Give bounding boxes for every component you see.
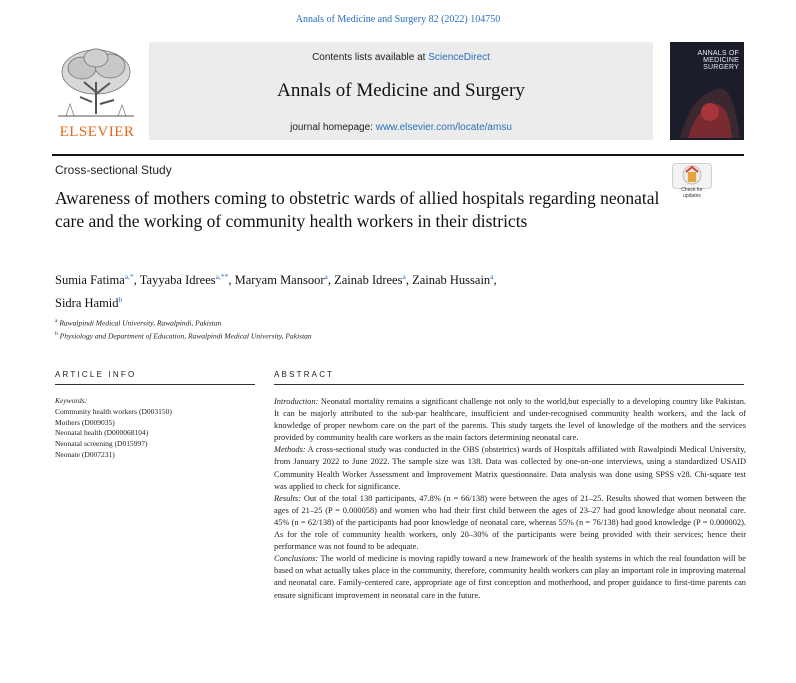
keywords-list — [55, 396, 265, 461]
header-divider — [52, 154, 744, 156]
check-for-updates-icon — [672, 163, 712, 189]
affiliations — [55, 316, 555, 341]
author-affiliation-marker[interactable]: a,* — [124, 272, 134, 281]
author[interactable]: Sidra Hamid$^b$ — [55, 295, 123, 311]
sciencedirect-link[interactable]: ScienceDirect — [428, 52, 490, 63]
keyword-item: Neonatal health (D000068104) — [55, 428, 149, 438]
keywords-label: Keywords: — [55, 396, 88, 405]
contents-available-line — [149, 52, 653, 63]
homepage-prefix: journal homepage: — [290, 122, 376, 133]
keyword-item: Community health workers (D003150) — [55, 406, 172, 416]
abstract-divider — [274, 384, 744, 385]
abstract-section-introduction: Introduction: Neonatal mortality remains a significant challenge not only to the world,but especially to a developing country like Pakistan. It can be majorly attributed to the sub-par healthcare, insufficient and under-recognised community health workers, and the lack of knowledge of proper newborn care on the part of the parents. This study targets the level of knowledge of the mothers and the services provided by community health care workers as the main factors determining neonatal care. — [274, 397, 746, 443]
affiliation-item: $^a$ Rawalpindi Medical University, Rawalpindi, Pakistan — [55, 318, 222, 328]
author-affiliation-marker[interactable]: a — [490, 272, 494, 281]
author-affiliation-marker[interactable]: a — [324, 272, 328, 281]
affiliation-item: $^b$ Physiology and Department of Education, Rawalpindi Medical University, Pakistan — [55, 330, 312, 340]
abstract-heading: ABSTRACT — [274, 370, 335, 379]
author[interactable]: Maryam Mansoor$^a$, — [234, 272, 335, 288]
author-affiliation-marker[interactable]: a,** — [215, 272, 229, 281]
cover-title: ANNALS OF MEDICINE SURGERY — [697, 50, 739, 71]
abstract-body — [274, 396, 746, 602]
check-for-updates-label: Check for updates — [681, 187, 703, 199]
journal-cover-thumbnail[interactable] — [670, 42, 744, 140]
author[interactable]: Tayyaba Idrees$^{a,**}$, — [139, 272, 235, 288]
paper-title: Awareness of mothers coming to obstetric wards of allied hospitals regarding neonatal care and the working of community health workers in their districts — [55, 188, 660, 231]
abstract-section-results: Results: Out of the total 138 participants, 47.8% (n = 66/138) were between the ages of 21–25. Results showed that women between the ages of 21–25 (P = 0.000058) and women who had their first child between the ages of 23–27 had good knowledge about neonatal care. 45% (n = 62/138) of the participants had poor knowledge of neonatal care, whereas 55% (n = 76/138) had good knowledge (P = 0.000002). As for the role of community health workers, only 20–30% of the participants were being provided with their services; hence their performance was not found to be adequate. — [274, 493, 746, 552]
article-type: Cross-sectional Study — [55, 163, 172, 177]
keyword-item: Neonate (D007231) — [55, 449, 115, 459]
abstract-section-methods: Methods: A cross-sectional study was conducted in the OBS (obstetrics) wards of Hospitals affiliated with Rawalpindi Medical University, from January 2022 to June 2022. The sample size was 138. Data was collected by one-on-one interviews, using a standardized USAID Community Health Worker Assessment and Improvement Matrix questionnaire. Data analysis was done using SPSS v28. Chi-square test was applied to check for significance. — [274, 445, 746, 491]
author[interactable]: Zainab Hussain$^a$, — [412, 272, 497, 288]
homepage-link[interactable]: www.elsevier.com/locate/amsu — [375, 122, 512, 133]
journal-title: Annals of Medicine and Surgery — [277, 80, 525, 101]
article-info-divider — [55, 384, 255, 385]
author[interactable]: Sumia Fatima$^{a,*}$, — [55, 272, 140, 288]
author[interactable]: Zainab Idrees$^a$, — [334, 272, 413, 288]
abstract-section-conclusions: Conclusions: The world of medicine is moving rapidly toward a new framework of the health systems in which the real foundation will be based on what actually takes place in the community, therefore, community health workers can play an important role in improving maternal and neonatal care. Family-centered care, appropriate age of first conception and motherhood, and proper guidance to first-time parents can ensure significant improvement in neonatal care in the future. — [274, 554, 746, 600]
journal-citation[interactable]: Annals of Medicine and Surgery 82 (2022) 104750 — [295, 14, 501, 25]
article-info-heading: ARTICLE INFO — [55, 370, 137, 379]
contents-prefix: Contents lists available at — [312, 52, 429, 63]
journal-homepage-line — [149, 122, 653, 133]
publisher-name: ELSEVIER — [59, 124, 135, 140]
check-for-updates-button[interactable] — [672, 163, 712, 203]
keyword-item: Neonatal screening (D015997) — [55, 439, 148, 449]
author-affiliation-marker[interactable]: a — [402, 272, 406, 281]
keyword-item: Mothers (D009035) — [55, 417, 115, 427]
author-list — [55, 267, 695, 313]
tree-logo-icon — [52, 42, 140, 124]
author-affiliation-marker[interactable]: b — [118, 295, 123, 305]
